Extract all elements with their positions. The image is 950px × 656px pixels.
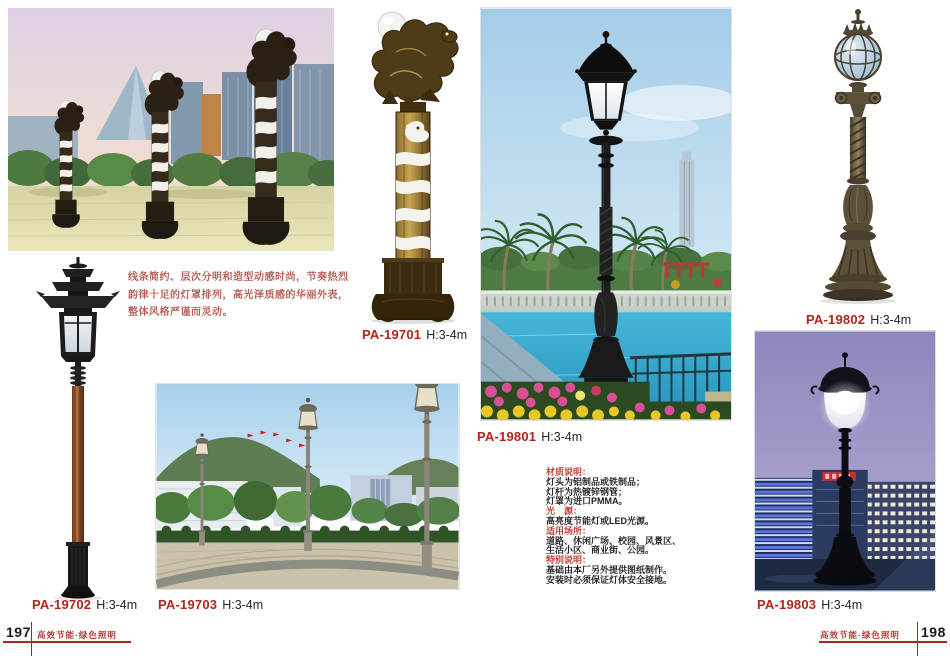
distant-tower [679, 152, 694, 247]
glass-globe [835, 34, 881, 80]
product-label-pa19703 [158, 597, 263, 612]
product-label-pa19802 [806, 312, 911, 327]
footer-slogan-left: 高效节能·绿色照明 [37, 630, 117, 640]
spec-line: 灯罩为进口PMMA。 [546, 496, 628, 507]
finial [851, 20, 865, 24]
lakeside-scene [481, 8, 731, 420]
product-image-pa19701 [356, 6, 466, 324]
park-scene [156, 384, 459, 589]
roof-tier-1 [62, 269, 94, 277]
globe-lantern-lamp [808, 7, 908, 307]
carved-urn [843, 185, 873, 225]
base-column [68, 546, 88, 586]
spec-title-usage: 适用场所： [546, 525, 592, 536]
photo-park-lamps [155, 383, 460, 590]
product-code: PA-19802 [806, 312, 866, 327]
product-height: H:3-4m [426, 328, 468, 342]
spec-title-source: 光 源： [546, 506, 583, 517]
roof-tier-2 [52, 282, 104, 291]
spec-line: 灯头为铝制品或铁制品； [546, 476, 646, 487]
footer-divider-right [917, 622, 918, 656]
design-description [128, 269, 378, 322]
product-code: PA-19703 [158, 597, 218, 612]
photo-lakeside-lamp [480, 7, 732, 421]
photo-night-city-lamp [754, 330, 936, 592]
product-image-pa19802 [808, 7, 908, 307]
spec-notes [546, 468, 716, 586]
footer-rule-left [3, 641, 131, 643]
page-number-right: 198 [921, 624, 946, 640]
product-label-pa19803 [757, 597, 862, 612]
product-height: H:3-4m [222, 598, 264, 612]
footer-rule-right [819, 641, 947, 643]
photo-dragon-columns-plaza [8, 8, 334, 251]
footer-divider-left [31, 622, 32, 656]
description-line: 韵律十足的灯罩排列，高光泽质感的华丽外表， [128, 289, 349, 301]
square-lantern-lamp [28, 256, 128, 601]
product-height: H:3-4m [870, 313, 912, 327]
product-height: H:3-4m [821, 598, 863, 612]
page-number-left: 197 [6, 624, 31, 640]
product-code: PA-19701 [362, 327, 422, 342]
product-label-pa19701 [362, 327, 467, 342]
product-height: H:3-4m [96, 598, 138, 612]
product-label-pa19702 [32, 597, 137, 612]
product-label-pa19801 [477, 429, 582, 444]
roof-tier-3 [41, 296, 115, 308]
footer-slogan-right: 高效节能·绿色照明 [820, 630, 900, 640]
spec-line: 生活小区、商业街、公园。 [546, 545, 655, 556]
description-line: 线条简约、层次分明和造型动感时尚，节奏热烈 [128, 272, 349, 283]
dragon-plaza-scene [8, 8, 334, 251]
spec-line: 高亮度节能灯或LED光源。 [546, 515, 655, 526]
product-code: PA-19801 [477, 429, 537, 444]
product-code: PA-19702 [32, 597, 92, 612]
spec-title-special: 特别说明： [546, 555, 592, 566]
spec-line: 基础由本厂另外提供图纸制作。 [546, 564, 673, 575]
description-line: 整体风格严谨而灵动。 [128, 307, 233, 318]
spec-title-material: 材质说明： [546, 467, 592, 477]
finial [69, 264, 87, 269]
product-height: H:3-4m [541, 430, 583, 444]
spec-line: 灯杆为热镀锌钢管； [546, 486, 628, 497]
night-scene [755, 331, 935, 591]
product-image-pa19702 [28, 256, 128, 601]
spec-line: 安装时必须保证灯体安全接地。 [546, 574, 673, 585]
spec-line: 道路、休闲广场、校园、风景区、 [546, 535, 682, 546]
wood-pole [72, 386, 84, 544]
dragon-column-lamp [356, 6, 466, 324]
base-block [384, 262, 442, 294]
product-code: PA-19803 [757, 597, 817, 612]
